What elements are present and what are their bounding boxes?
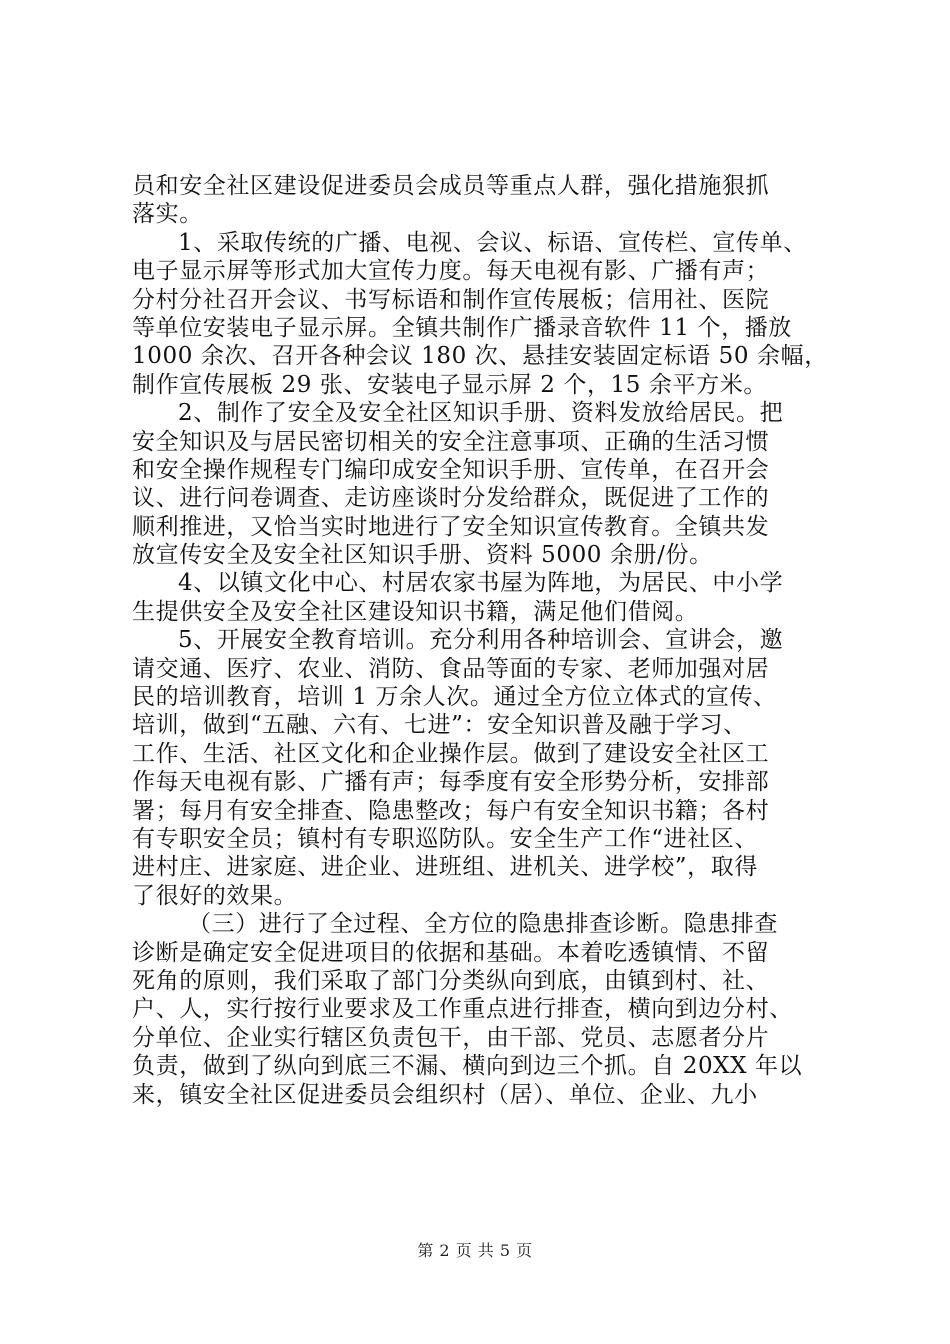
text-line: 作每天电视有影、广播有声；每季度有安全形势分析，安排部 (132, 769, 770, 796)
text-line: 和安全操作规程专门编印成安全知识手册、宣传单，在召开会 (132, 456, 770, 483)
text-line: （三）进行了全过程、全方位的隐患排查诊断。隐患排查 (188, 911, 778, 938)
text-line: 电子显示屏等形式加大宣传力度。每天电视有影、广播有声； (132, 258, 770, 285)
text-line: 署；每月有安全排查、隐患整改；每户有安全知识书籍；各村 (132, 797, 770, 824)
text-line: 生提供安全及安全社区建设知识书籍，满足他们借阅。 (132, 598, 699, 625)
text-line: 分单位、企业实行辖区负责包干，由干部、党员、志愿者分片 (132, 1024, 770, 1051)
text-line: 有专职安全员；镇村有专职巡防队。安全生产工作“进社区、 (132, 825, 758, 852)
text-line: 落实。 (132, 201, 203, 228)
body-text (132, 172, 832, 1109)
text-line: 请交通、医疗、农业、消防、食品等面的专家、老师加强对居 (132, 655, 770, 682)
text-line: 顺利推进，又恰当实时地进行了安全知识宣传教育。全镇共发 (132, 513, 770, 540)
text-line: 民的培训教育，培训 1 万余人次。通过全方位立体式的宣传、 (132, 684, 777, 711)
text-line: 4、以镇文化中心、村居农家书屋为阵地，为居民、中小学 (178, 570, 784, 597)
text-line: 培训，做到“五融、六有、七进”：安全知识普及融于学习、 (132, 712, 747, 739)
text-line: 1000 余次、召开各种会议 180 次、悬挂安装固定标语 50 余幅， (132, 343, 828, 370)
text-line: 了很好的效果。 (132, 882, 298, 909)
page-footer (0, 1238, 950, 1261)
text-line: 诊断是确定安全促进项目的依据和基础。本着吃透镇情、不留 (132, 939, 770, 966)
text-line: 议、进行问卷调查、走访座谈时分发给群众，既促进了工作的 (132, 485, 770, 512)
text-line: 放宣传安全及安全社区知识手册、资料 5000 余册/份。 (132, 542, 713, 569)
text-line: 安全知识及与居民密切相关的安全注意事项、正确的生活习惯 (132, 428, 770, 455)
text-line: 负责，做到了纵向到底三不漏、横向到边三个抓。自 20XX 年以 (132, 1053, 803, 1080)
text-line: 员和安全社区建设促进委员会成员等重点人群，强化措施狠抓 (132, 173, 770, 199)
text-line: 5、开展安全教育培训。充分利用各种培训会、宣讲会，邀 (178, 627, 784, 654)
text-line: 死角的原则，我们采取了部门分类纵向到底，由镇到村、社、 (132, 967, 770, 994)
text-line: 等单位安装电子显示屏。全镇共制作广播录音软件 11 个，播放 (132, 314, 792, 341)
text-line: 工作、生活、社区文化和企业操作层。做到了建设安全社区工 (132, 740, 770, 767)
text-line: 来，镇安全社区促进委员会组织村（居）、单位、企业、九小 (132, 1081, 758, 1108)
text-line: 制作宣传展板 29 张、安装电子显示屏 2 个，15 余平方米。 (132, 371, 767, 398)
page-number: 第 2 页 共 5 页 (417, 1241, 533, 1260)
text-line: 进村庄、进家庭、进企业、进班组、进机关、进学校”，取得 (132, 854, 758, 881)
text-line: 1、采取传统的广播、电视、会议、标语、宣传栏、宣传单、 (178, 229, 807, 256)
text-line: 户、人，实行按行业要求及工作重点进行排查，横向到边分村、 (132, 996, 793, 1023)
text-line: 分村分社召开会议、书写标语和制作宣传展板；信用社、医院 (132, 286, 770, 313)
text-line: 2、制作了安全及安全社区知识手册、资料发放给居民。把 (178, 400, 784, 427)
